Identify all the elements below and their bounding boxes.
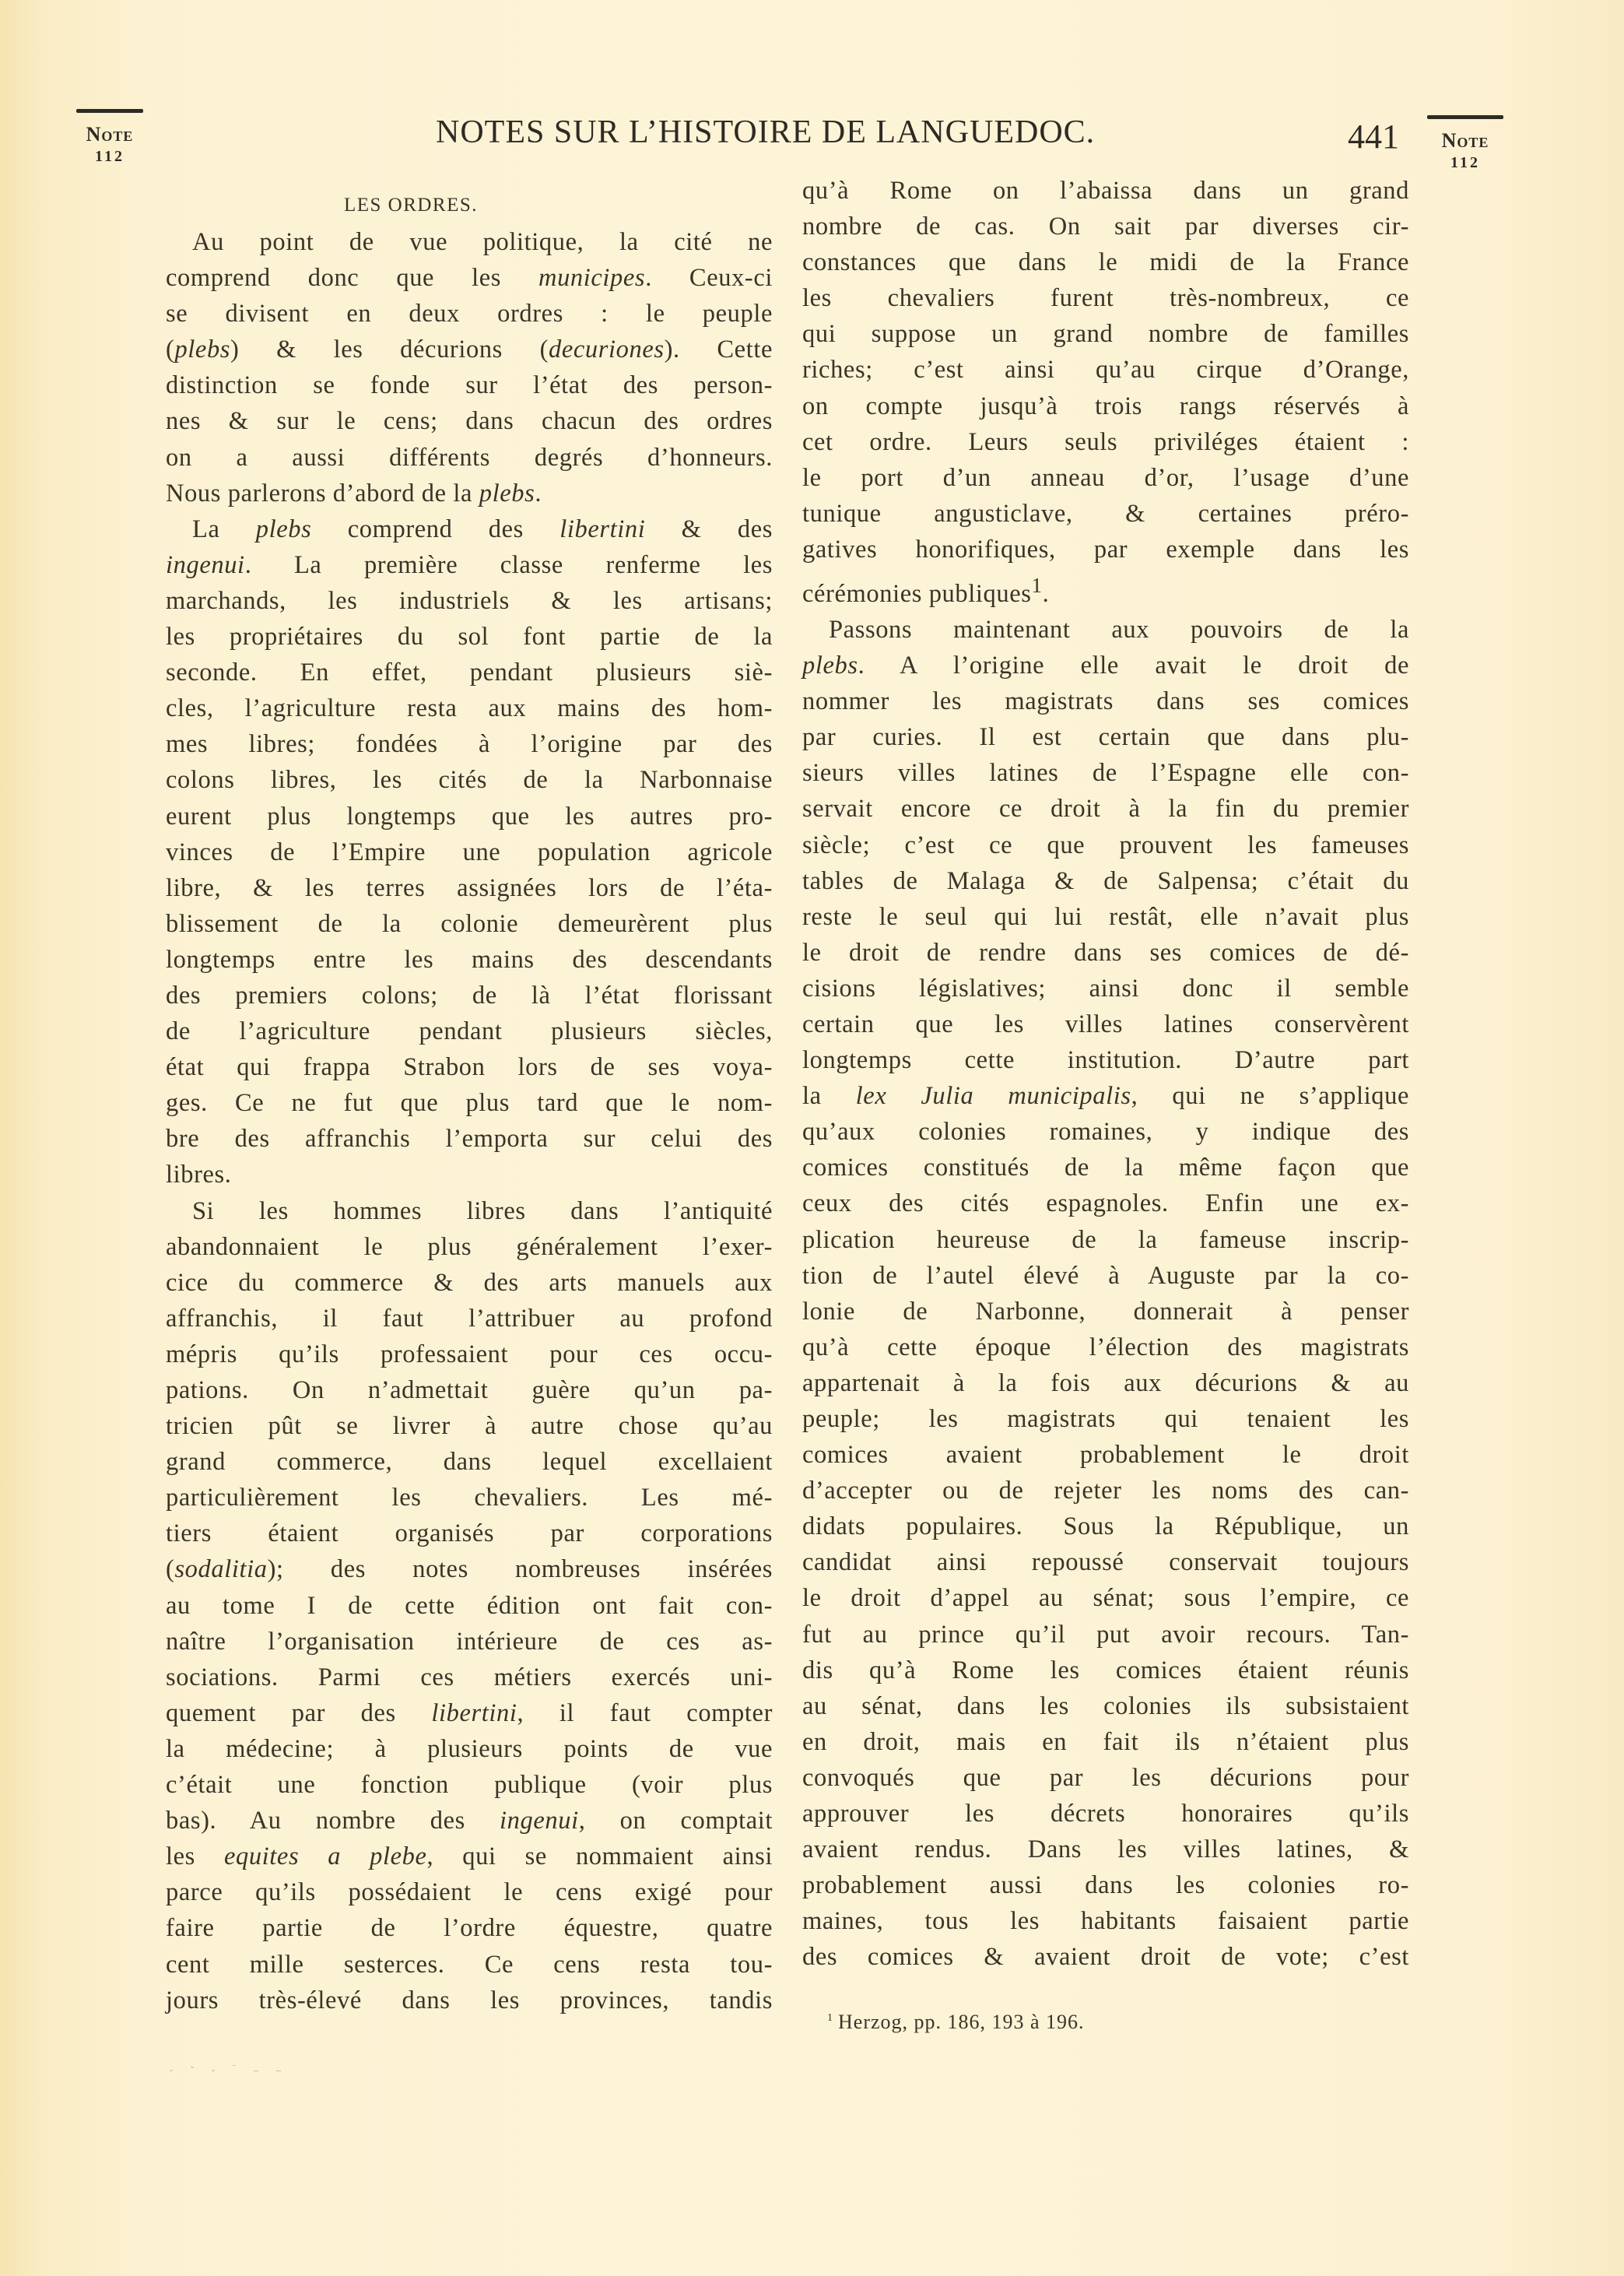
text-line: plebs. A l’origine elle avait le droit de bbox=[802, 652, 1409, 680]
text-line: cles, l’agriculture resta aux mains des hom- bbox=[166, 694, 773, 723]
text-line: comices constitués de la même façon que bbox=[802, 1154, 1409, 1182]
text-line: seconde. En effet, pendant plusieurs siè- bbox=[166, 659, 773, 687]
text-line: on compte jusqu’à trois rangs réservés à bbox=[802, 392, 1409, 420]
text-line: (sodalitia); des notes nombreuses insérées bbox=[166, 1555, 773, 1584]
text-line: la médecine; à plusieurs points de vue bbox=[166, 1734, 773, 1763]
text-line: les propriétaires du sol font partie de la bbox=[166, 623, 773, 652]
text-line: siècle; c’est ce que prouvent les fameuses bbox=[802, 831, 1409, 859]
text-line: comices avaient probablement le droit bbox=[802, 1441, 1409, 1470]
text-line: libres. bbox=[166, 1161, 232, 1189]
text-line: Au point de vue politique, la cité ne bbox=[192, 228, 773, 256]
text-line: ges. Ce ne fut que plus tard que le nom- bbox=[166, 1089, 773, 1118]
text-line: le droit de rendre dans ses comices de dé- bbox=[802, 938, 1409, 967]
text-line: eurent plus longtemps que les autres pro- bbox=[166, 802, 773, 831]
text-line: cice du commerce & des arts manuels aux bbox=[166, 1268, 773, 1297]
text-line: comprend donc que les municipes. Ceux-ci bbox=[166, 264, 773, 293]
text-line: blissement de la colonie demeurèrent plus bbox=[166, 909, 773, 938]
text-line: didats populaires. Sous la République, un bbox=[802, 1512, 1409, 1541]
text-line: dis qu’à Rome les comices étaient réunis bbox=[802, 1656, 1409, 1684]
text-line: gatives honorifiques, par exemple dans les bbox=[802, 535, 1409, 564]
text-line: au tome I de cette édition ont fait con- bbox=[166, 1591, 773, 1620]
text-line: nommer les magistrats dans ses comices bbox=[802, 687, 1409, 716]
text-line: constances que dans le midi de la France bbox=[802, 248, 1409, 277]
text-line: par curies. Il est certain que dans plu- bbox=[802, 723, 1409, 752]
text-line: peuple; les magistrats qui tenaient les bbox=[802, 1405, 1409, 1434]
text-line: convoqués que par les décurions pour bbox=[802, 1763, 1409, 1792]
text-line: le droit d’appel au sénat; sous l’empire, ce bbox=[802, 1584, 1409, 1613]
text-line: Passons maintenant aux pouvoirs de la bbox=[829, 615, 1409, 644]
text-line: (plebs) & les décurions (decuriones). Cette bbox=[166, 335, 773, 364]
text-line: d’accepter ou de rejeter les noms des can- bbox=[802, 1477, 1409, 1505]
text-line: libre, & les terres assignées lors de l’éta- bbox=[166, 873, 773, 902]
footnote-text: Herzog, pp. 186, 193 à 196. bbox=[838, 2011, 1085, 2033]
text-line: particulièrement les chevaliers. Les mé- bbox=[166, 1484, 773, 1512]
text-line: qu’aux colonies romaines, y indique des bbox=[802, 1118, 1409, 1147]
margin-note-number: 112 bbox=[95, 148, 125, 165]
text-line: fut au prince qu’il put avoir recours. Tan- bbox=[802, 1620, 1409, 1649]
text-line: se divisent en deux ordres : le peuple bbox=[166, 300, 773, 328]
text-line: pations. On n’admettait guère qu’un pa- bbox=[166, 1376, 773, 1404]
left-column bbox=[166, 190, 773, 2018]
right-column bbox=[802, 173, 1409, 1976]
text-line: abandonnaient le plus généralement l’exer- bbox=[166, 1232, 773, 1261]
text-line: quement par des libertini, il faut compter bbox=[166, 1698, 773, 1727]
text-line: Nous parlerons d’abord de la plebs. bbox=[166, 479, 542, 508]
text-line: nes & sur le cens; dans chacun des ordres bbox=[166, 407, 773, 436]
text-line: Si les hommes libres dans l’antiquité bbox=[192, 1196, 773, 1225]
margin-note-right bbox=[1426, 115, 1504, 174]
text-line: jours très-élevé dans les provinces, tandis bbox=[166, 1986, 773, 2014]
text-line: appartenait à la fois aux décurions & au bbox=[802, 1368, 1409, 1397]
text-line: cérémonies publiques$^1$. bbox=[802, 574, 1050, 608]
text-line: cent mille sesterces. Ce cens resta tou- bbox=[166, 1950, 773, 1979]
text-line: naître l’organisation intérieure de ces as- bbox=[166, 1627, 773, 1656]
footnote-marker: 1 bbox=[827, 2012, 833, 2024]
text-line: le port d’un anneau d’or, l’usage d’une bbox=[802, 463, 1409, 492]
text-line: riches; c’est ainsi qu’au cirque d’Orange, bbox=[802, 356, 1409, 385]
text-line: état qui frappa Strabon lors de ses voya- bbox=[166, 1053, 773, 1082]
text-line: longtemps entre les mains des descendants bbox=[166, 945, 773, 974]
text-line: ceux des cités espagnoles. Enfin une ex- bbox=[802, 1189, 1409, 1218]
margin-rule bbox=[76, 109, 143, 113]
text-line: au sénat, dans les colonies ils subsistaient bbox=[802, 1691, 1409, 1720]
text-line: affranchis, il faut l’attribuer au profond bbox=[166, 1304, 773, 1333]
text-line: reste le seul qui lui restât, elle n’avait plus bbox=[802, 902, 1409, 931]
text-line: cisions législatives; ainsi donc il semble bbox=[802, 974, 1409, 1003]
text-line: les chevaliers furent très-nombreux, ce bbox=[802, 284, 1409, 313]
text-line: sieurs villes latines de l’Espagne elle con- bbox=[802, 759, 1409, 788]
margin-note-label: Note bbox=[1441, 129, 1489, 152]
paragraph bbox=[802, 612, 1409, 1976]
text-line: plication heureuse de la fameuse inscrip- bbox=[802, 1225, 1409, 1254]
text-line: tiers étaient organisés par corporations bbox=[166, 1519, 773, 1548]
text-line: sociations. Parmi ces métiers exercés uni- bbox=[166, 1663, 773, 1691]
text-line: avaient rendus. Dans les villes latines, & bbox=[802, 1835, 1409, 1864]
text-line: on a aussi différents degrés d’honneurs. bbox=[166, 443, 773, 472]
text-line: longtemps cette institution. D’autre part bbox=[802, 1046, 1409, 1075]
footnote bbox=[827, 2011, 1085, 2034]
text-line: lonie de Narbonne, donnerait à penser bbox=[802, 1297, 1409, 1326]
text-line: qui suppose un grand nombre de familles bbox=[802, 320, 1409, 349]
text-line: candidat ainsi repoussé conservait toujours bbox=[802, 1548, 1409, 1577]
text-line: probablement aussi dans les colonies ro- bbox=[802, 1871, 1409, 1900]
text-line: bre des affranchis l’emporta sur celui des bbox=[166, 1125, 773, 1154]
text-line: distinction se fonde sur l’état des person- bbox=[166, 371, 773, 400]
paragraph bbox=[166, 1193, 773, 2018]
text-line: faire partie de l’ordre équestre, quatre bbox=[166, 1914, 773, 1943]
text-line: grand commerce, dans lequel excellaient bbox=[166, 1448, 773, 1477]
text-line: vinces de l’Empire une population agricole bbox=[166, 838, 773, 866]
text-line: ingenui. La première classe renferme les bbox=[166, 550, 773, 579]
running-title: NOTES SUR L’HISTOIRE DE LANGUEDOC. bbox=[436, 114, 1096, 150]
text-line: des premiers colons; de là l’état florissant bbox=[166, 981, 773, 1010]
text-line: certain que les villes latines conservèrent bbox=[802, 1010, 1409, 1038]
text-line: des comices & avaient droit de vote; c’est bbox=[802, 1943, 1409, 1972]
margin-note-number: 112 bbox=[1450, 154, 1480, 171]
margin-note-label: Note bbox=[86, 123, 134, 146]
text-line: en droit, mais en fait ils n’étaient plus bbox=[802, 1727, 1409, 1756]
text-line: qu’à cette époque l’élection des magistrats bbox=[802, 1333, 1409, 1361]
text-line: La plebs comprend des libertini & des bbox=[192, 515, 773, 543]
text-line: servait encore ce droit à la fin du premier bbox=[802, 795, 1409, 824]
text-line: maines, tous les habitants faisaient partie bbox=[802, 1907, 1409, 1936]
text-line: nombre de cas. On sait par diverses cir- bbox=[802, 212, 1409, 241]
print-smudge: - ˜ - ‾ ‒ ‒ bbox=[170, 2064, 289, 2075]
text-line: mes libres; fondées à l’origine par des bbox=[166, 730, 773, 759]
text-line: les equites a plebe, qui se nommaient ainsi bbox=[166, 1842, 773, 1871]
text-line: parce qu’ils possédaient le cens exigé pour bbox=[166, 1878, 773, 1907]
text-line: mépris qu’ils professaient pour ces occu- bbox=[166, 1340, 773, 1368]
page-number: 441 bbox=[1348, 118, 1399, 156]
left-column-body bbox=[166, 224, 773, 2018]
paragraph bbox=[802, 173, 1409, 612]
margin-rule bbox=[1427, 115, 1503, 119]
text-line: qu’à Rome on l’abaissa dans un grand bbox=[802, 177, 1409, 205]
paragraph bbox=[166, 511, 773, 1193]
text-line: c’était une fonction publique (voir plus bbox=[166, 1771, 773, 1800]
text-line: tricien pût se livrer à autre chose qu’au bbox=[166, 1412, 773, 1441]
paragraph bbox=[166, 224, 773, 511]
text-line: la lex Julia municipalis, qui ne s’applique bbox=[802, 1082, 1409, 1111]
text-line: cet ordre. Leurs seuls priviléges étaient : bbox=[802, 427, 1409, 456]
section-title: LES ORDRES. bbox=[343, 195, 479, 216]
text-line: tunique angusticlave, & certaines préro- bbox=[802, 499, 1409, 528]
text-line: tion de l’autel élevé à Auguste par la co- bbox=[802, 1261, 1409, 1290]
text-line: tables de Malaga & de Salpensa; c’était du bbox=[802, 866, 1409, 895]
text-line: de l’agriculture pendant plusieurs siècles, bbox=[166, 1017, 773, 1046]
text-line: approuver les décrets honoraires qu’ils bbox=[802, 1800, 1409, 1828]
right-column-body bbox=[802, 173, 1409, 1976]
margin-note-left bbox=[75, 109, 145, 167]
text-line: colons libres, les cités de la Narbonnaise bbox=[166, 766, 773, 795]
text-line: bas). Au nombre des ingenui, on comptait bbox=[166, 1807, 773, 1835]
text-line: marchands, les industriels & les artisans; bbox=[166, 586, 773, 615]
